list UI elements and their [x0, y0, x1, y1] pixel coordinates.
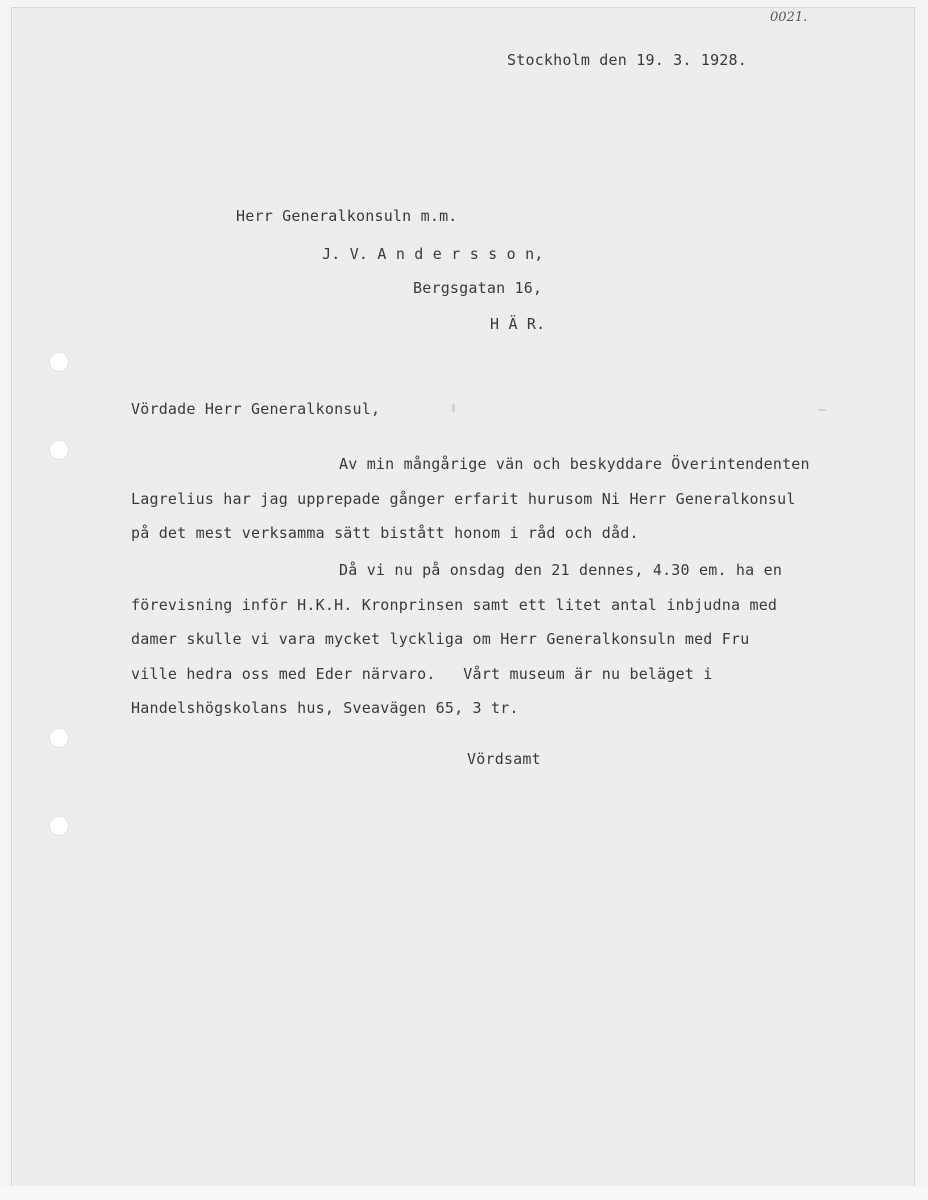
body-line: Av min mångårige vän och beskyddare Överintendenten	[339, 455, 810, 473]
punch-hole	[49, 352, 69, 372]
scan-background	[0, 1186, 928, 1200]
body-line: Handelshögskolans hus, Sveavägen 65, 3 tr.	[131, 699, 519, 717]
body-line: förevisning inför H.K.H. Kronprinsen samt ett litet antal inbjudna med	[131, 596, 778, 614]
address-recipient-title: Herr Generalkonsuln m.m.	[236, 207, 458, 225]
archive-number: 0021.	[770, 10, 808, 25]
body-line: damer skulle vi vara mycket lyckliga om Herr Generalkonsuln med Fru	[131, 630, 750, 648]
body-line: Lagrelius har jag upprepade gånger erfarit hurusom Ni Herr Generalkonsul	[131, 490, 796, 508]
address-recipient-name: J. V. A n d e r s s o n,	[322, 245, 544, 263]
body-line: ville hedra oss med Eder närvaro. Vårt museum är nu beläget i	[131, 665, 713, 683]
ink-mark	[452, 404, 455, 412]
address-city: H Ä R.	[490, 315, 546, 333]
body-line: på det mest verksamma sätt bistått honom i råd och dåd.	[131, 524, 639, 542]
closing: Vördsamt	[467, 750, 541, 768]
address-street: Bergsgatan 16,	[413, 279, 543, 297]
dateline: Stockholm den 19. 3. 1928.	[507, 51, 747, 69]
punch-hole	[49, 440, 69, 460]
ink-mark	[818, 409, 826, 411]
punch-hole	[49, 728, 69, 748]
punch-hole	[49, 816, 69, 836]
salutation: Vördade Herr Generalkonsul,	[131, 400, 381, 418]
body-line: Då vi nu på onsdag den 21 dennes, 4.30 em. ha en	[339, 561, 783, 579]
